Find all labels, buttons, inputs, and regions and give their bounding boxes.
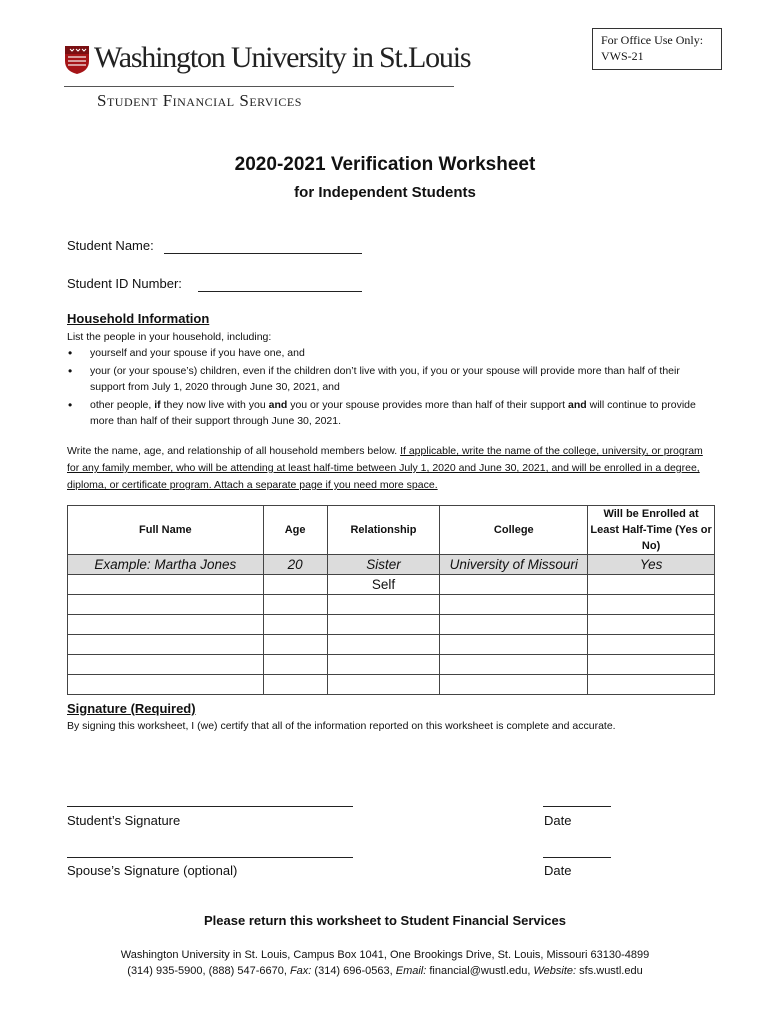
example-enrolled: Yes	[588, 555, 715, 575]
table-cell[interactable]: Self	[327, 575, 440, 595]
table-row	[68, 635, 715, 655]
spouse-signature-line[interactable]	[67, 857, 353, 858]
table-cell[interactable]	[588, 635, 715, 655]
office-use-box	[592, 28, 722, 70]
spouse-signature-label: Spouse’s Signature (optional)	[67, 863, 238, 878]
student-id-label: Student ID Number:	[67, 276, 182, 291]
table-cell[interactable]	[440, 675, 588, 695]
table-cell[interactable]	[263, 615, 327, 635]
certification-text: By signing this worksheet, I (we) certify that all of the information reported on this worksheet is complete and accurate.	[67, 720, 616, 732]
student-date-line[interactable]	[543, 806, 611, 807]
example-college: University of Missouri	[440, 555, 588, 575]
table-cell[interactable]	[440, 655, 588, 675]
spouse-date-label: Date	[544, 863, 572, 878]
logo-divider	[64, 86, 454, 87]
table-cell[interactable]	[327, 655, 440, 675]
table-cell[interactable]	[68, 675, 264, 695]
signature-heading: Signature (Required)	[67, 701, 196, 716]
household-heading: Household Information	[67, 311, 210, 326]
table-row	[68, 615, 715, 635]
table-row	[68, 575, 715, 595]
example-age: 20	[263, 555, 327, 575]
table-cell[interactable]	[588, 575, 715, 595]
return-instructions: Please return this worksheet to Student Financial Services	[204, 913, 566, 928]
table-cell[interactable]	[263, 675, 327, 695]
example-name: Example: Martha Jones	[68, 555, 264, 575]
table-cell[interactable]	[327, 635, 440, 655]
table-cell[interactable]	[588, 655, 715, 675]
table-cell[interactable]	[68, 635, 264, 655]
table-cell[interactable]	[68, 615, 264, 635]
col-header-relationship: Relationship	[327, 506, 440, 555]
example-relationship: Sister	[327, 555, 440, 575]
col-header-enrolled: Will be Enrolled at Least Half-Time (Yes or No)	[588, 506, 715, 555]
university-name: Washington University in St.Louis	[94, 41, 471, 74]
table-row	[68, 675, 715, 695]
example-row	[68, 555, 715, 575]
col-header-age: Age	[263, 506, 327, 555]
list-item: • your (or your spouse’s) children, even if the children don’t live with you, if you or your spouse will provide more than half of their support from July 1, 2020 through June 30, 2021, and	[67, 363, 707, 395]
office-use-label: For Office Use Only:	[601, 33, 704, 47]
table-cell[interactable]	[440, 635, 588, 655]
table-cell[interactable]	[440, 615, 588, 635]
footer	[0, 947, 770, 979]
student-signature-label: Student’s Signature	[67, 813, 181, 828]
table-cell[interactable]	[588, 675, 715, 695]
student-id-field[interactable]	[198, 291, 362, 292]
table-cell[interactable]	[263, 575, 327, 595]
table-cell[interactable]	[327, 615, 440, 635]
page-title: 2020-2021 Verification Worksheet	[234, 154, 536, 175]
table-cell[interactable]	[440, 595, 588, 615]
household-intro: List the people in your household, including:	[67, 331, 272, 343]
spouse-date-line[interactable]	[543, 857, 611, 858]
student-name-label: Student Name:	[67, 238, 154, 253]
list-item: • other people, if they now live with you and you or your spouse provides more than half of their support and will continue to provide more than half of their support through June 30, 2021.	[67, 397, 707, 429]
footer-contact: (314) 935-5900, (888) 547-6670, Fax: (314) 696-0563, Email: financial@wustl.edu, Website: sfs.wustl.edu	[127, 965, 643, 977]
instructions: Write the name, age, and relationship of all household members below. If applicable, write the name of the college, university, or program for any family member, who will be attending at least half-time between July 1, 2020 and June 30, 2021, and will be enrolled in a degree, diploma, or certificate program. Attach a separate page if you need more space.	[67, 445, 703, 491]
page-subtitle: for Independent Students	[294, 184, 476, 201]
household-bullets	[67, 345, 707, 429]
table-row	[68, 655, 715, 675]
table-cell[interactable]	[263, 595, 327, 615]
table-cell[interactable]	[68, 595, 264, 615]
col-header-name: Full Name	[68, 506, 264, 555]
household-table	[67, 505, 715, 695]
table-cell[interactable]	[263, 635, 327, 655]
table-cell[interactable]	[588, 615, 715, 635]
crest-icon	[64, 45, 90, 75]
student-date-label: Date	[544, 813, 572, 828]
table-cell[interactable]	[68, 655, 264, 675]
department-name: Student Financial Services	[97, 91, 302, 110]
footer-address: Washington University in St. Louis, Campus Box 1041, One Brookings Drive, St. Louis, Missouri 63130-4899	[120, 949, 650, 961]
table-cell[interactable]	[327, 675, 440, 695]
student-signature-line[interactable]	[67, 806, 353, 807]
table-cell[interactable]	[440, 575, 588, 595]
list-item: • yourself and your spouse if you have one, and	[67, 345, 707, 361]
table-cell[interactable]	[263, 655, 327, 675]
table-cell[interactable]	[327, 595, 440, 615]
table-row	[68, 595, 715, 615]
col-header-college: College	[440, 506, 588, 555]
student-name-field[interactable]	[164, 253, 362, 254]
table-cell[interactable]	[588, 595, 715, 615]
form-code: VWS-21	[601, 49, 644, 63]
table-cell[interactable]	[68, 575, 264, 595]
